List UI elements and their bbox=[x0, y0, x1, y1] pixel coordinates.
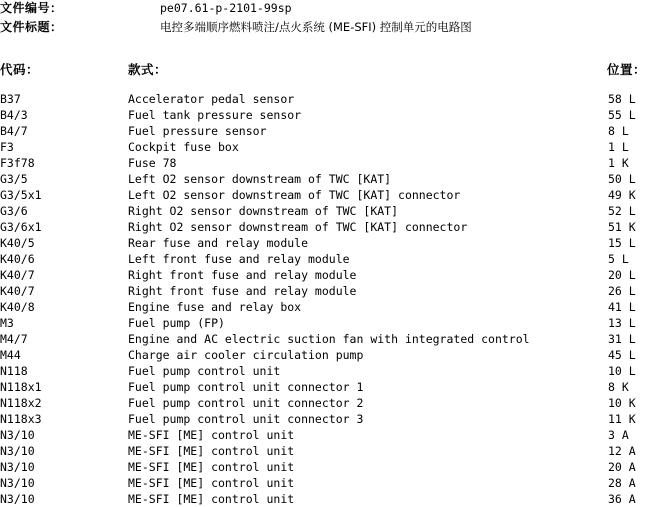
row-position: 20 L bbox=[608, 268, 636, 282]
table-row bbox=[0, 91, 650, 107]
row-description: Cockpit fuse box bbox=[128, 140, 239, 154]
table-row bbox=[0, 267, 650, 283]
row-position: 36 A bbox=[608, 492, 636, 506]
row-code: G3/6 bbox=[0, 204, 28, 218]
row-position: 10 K bbox=[608, 396, 636, 410]
row-description: Right front fuse and relay module bbox=[128, 284, 357, 298]
table-row bbox=[0, 123, 650, 139]
row-code: B4/3 bbox=[0, 108, 28, 122]
row-code: N3/10 bbox=[0, 444, 35, 458]
table-row bbox=[0, 427, 650, 443]
table-row bbox=[0, 395, 650, 411]
header-description: 款式： bbox=[128, 62, 168, 77]
row-description: Fuel pressure sensor bbox=[128, 124, 267, 138]
table-row bbox=[0, 283, 650, 299]
table-row bbox=[0, 379, 650, 395]
row-description: Engine fuse and relay box bbox=[128, 300, 302, 314]
table-row bbox=[0, 251, 650, 267]
table-row bbox=[0, 203, 650, 219]
row-code: K40/7 bbox=[0, 284, 35, 298]
row-code: G3/5 bbox=[0, 172, 28, 186]
row-description: Rear fuse and relay module bbox=[128, 236, 309, 250]
row-position: 52 L bbox=[608, 204, 636, 218]
row-code: N118x3 bbox=[0, 412, 42, 426]
row-description: Fuse 78 bbox=[128, 156, 177, 170]
row-description: Fuel pump (FP) bbox=[128, 316, 225, 330]
doc-title-value: 电控多端顺序燃料喷注/点火系统 (ME-SFI) 控制单元的电路图 bbox=[160, 20, 472, 34]
table-row bbox=[0, 491, 650, 507]
row-code: G3/6x1 bbox=[0, 220, 42, 234]
row-position: 49 K bbox=[608, 188, 636, 202]
row-code: N3/10 bbox=[0, 476, 35, 490]
doc-title-label: 文件标题： bbox=[0, 20, 63, 34]
row-description: Right front fuse and relay module bbox=[128, 268, 357, 282]
row-description: Engine and AC electric suction fan with integrated control bbox=[128, 332, 530, 346]
table-row bbox=[0, 107, 650, 123]
row-position: 11 K bbox=[608, 412, 636, 426]
row-description: Accelerator pedal sensor bbox=[128, 92, 295, 106]
row-code: B4/7 bbox=[0, 124, 28, 138]
row-position: 20 A bbox=[608, 460, 636, 474]
row-description: Fuel pump control unit connector 2 bbox=[128, 396, 364, 410]
table-row bbox=[0, 331, 650, 347]
header-position: 位置： bbox=[607, 62, 647, 77]
table-row bbox=[0, 315, 650, 331]
row-code: N3/10 bbox=[0, 492, 35, 506]
table-row bbox=[0, 347, 650, 363]
row-code: G3/5x1 bbox=[0, 188, 42, 202]
row-position: 3 A bbox=[608, 428, 629, 442]
row-description: ME-SFI [ME] control unit bbox=[128, 460, 295, 474]
row-position: 1 K bbox=[608, 156, 629, 170]
row-position: 1 L bbox=[608, 140, 629, 154]
row-code: N3/10 bbox=[0, 460, 35, 474]
row-description: Fuel tank pressure sensor bbox=[128, 108, 302, 122]
row-description: Left O2 sensor downstream of TWC [KAT] bbox=[128, 172, 392, 186]
row-description: Fuel pump control unit connector 3 bbox=[128, 412, 364, 426]
doc-number-label: 文件编号： bbox=[0, 1, 63, 15]
row-code: F3 bbox=[0, 140, 14, 154]
row-position: 10 L bbox=[608, 364, 636, 378]
row-description: Charge air cooler circulation pump bbox=[128, 348, 364, 362]
row-code: N118x2 bbox=[0, 396, 42, 410]
doc-number-value: pe07.61-p-2101-99sp bbox=[160, 1, 292, 15]
row-code: N118x1 bbox=[0, 380, 42, 394]
row-code: K40/5 bbox=[0, 236, 35, 250]
table-row bbox=[0, 187, 650, 203]
row-description: Fuel pump control unit connector 1 bbox=[128, 380, 364, 394]
table-row bbox=[0, 459, 650, 475]
row-position: 15 L bbox=[608, 236, 636, 250]
table-row bbox=[0, 411, 650, 427]
row-description: Right O2 sensor downstream of TWC [KAT] connector bbox=[128, 220, 468, 234]
row-code: K40/6 bbox=[0, 252, 35, 266]
row-code: N118 bbox=[0, 364, 28, 378]
row-description: ME-SFI [ME] control unit bbox=[128, 428, 295, 442]
row-position: 55 L bbox=[608, 108, 636, 122]
row-code: B37 bbox=[0, 92, 21, 106]
row-code: M3 bbox=[0, 316, 14, 330]
row-code: M44 bbox=[0, 348, 21, 362]
row-code: K40/8 bbox=[0, 300, 35, 314]
row-position: 41 L bbox=[608, 300, 636, 314]
row-position: 45 L bbox=[608, 348, 636, 362]
table-row bbox=[0, 475, 650, 491]
table-row bbox=[0, 235, 650, 251]
table-row bbox=[0, 171, 650, 187]
table-row bbox=[0, 219, 650, 235]
row-code: F3f78 bbox=[0, 156, 35, 170]
row-description: ME-SFI [ME] control unit bbox=[128, 444, 295, 458]
row-description: Left O2 sensor downstream of TWC [KAT] connector bbox=[128, 188, 461, 202]
row-position: 5 L bbox=[608, 252, 629, 266]
row-position: 28 A bbox=[608, 476, 636, 490]
row-position: 58 L bbox=[608, 92, 636, 106]
component-list bbox=[0, 91, 650, 507]
row-position: 8 L bbox=[608, 124, 629, 138]
row-description: Left front fuse and relay module bbox=[128, 252, 350, 266]
row-description: ME-SFI [ME] control unit bbox=[128, 492, 295, 506]
header-code: 代码： bbox=[0, 62, 40, 77]
table-row bbox=[0, 363, 650, 379]
row-position: 31 L bbox=[608, 332, 636, 346]
row-description: ME-SFI [ME] control unit bbox=[128, 476, 295, 490]
row-position: 12 A bbox=[608, 444, 636, 458]
row-code: M4/7 bbox=[0, 332, 28, 346]
table-row bbox=[0, 139, 650, 155]
row-position: 8 K bbox=[608, 380, 629, 394]
row-description: Fuel pump control unit bbox=[128, 364, 281, 378]
row-code: K40/7 bbox=[0, 268, 35, 282]
column-headers bbox=[0, 61, 650, 79]
table-row bbox=[0, 299, 650, 315]
row-position: 51 K bbox=[608, 220, 636, 234]
row-description: Right O2 sensor downstream of TWC [KAT] bbox=[128, 204, 399, 218]
row-position: 13 L bbox=[608, 316, 636, 330]
table-row bbox=[0, 155, 650, 171]
row-position: 26 L bbox=[608, 284, 636, 298]
table-row bbox=[0, 443, 650, 459]
row-position: 50 L bbox=[608, 172, 636, 186]
row-code: N3/10 bbox=[0, 428, 35, 442]
